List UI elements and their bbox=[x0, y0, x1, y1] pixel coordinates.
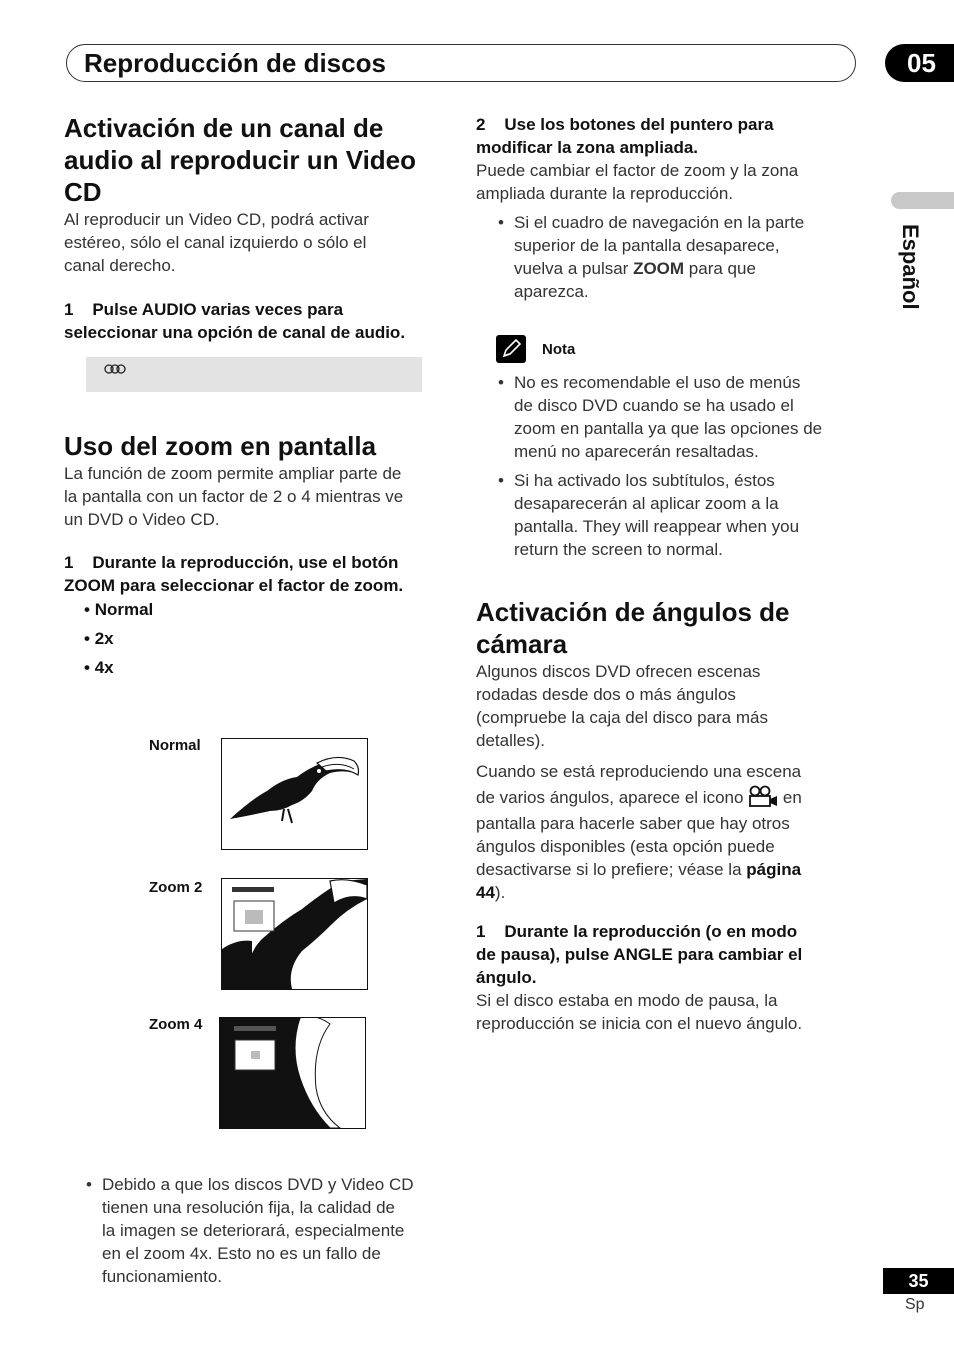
zoom-intro-line: un DVD o Video CD. bbox=[64, 510, 220, 529]
audio-channel-icon bbox=[104, 363, 126, 375]
step2-body-line: ampliada durante la reproducción. bbox=[476, 184, 734, 203]
note-bullet-item: • No es recomendable el uso de menús de disco DVD cuando se ha usado el zoom en pantalla ya que las opciones de menú no aparecerán resaltadas. bbox=[476, 371, 871, 463]
figure-label-normal: Normal bbox=[149, 737, 201, 754]
zoom-intro-line: la pantalla con un factor de 2 o 4 mientras ve bbox=[64, 487, 404, 506]
figure-normal bbox=[221, 738, 368, 850]
note-pencil-icon bbox=[496, 335, 526, 363]
section-audio-channel bbox=[64, 112, 444, 277]
zoom-note-bullet: • Debido a que los discos DVD y Video CD tienen una resolución fija, la calidad de la imagen se deteriorará, especialmente en el zoom 4x. Esto no es un fallo de funcionamiento. bbox=[64, 1173, 454, 1288]
angles-title-line: Activación de ángulos de bbox=[476, 597, 790, 627]
page-number: 35 bbox=[883, 1268, 954, 1294]
zoom-title: Uso del zoom en pantalla bbox=[64, 431, 377, 461]
step2-title-line: modificar la zona ampliada. bbox=[476, 138, 699, 157]
step2-bullet-item: • Si el cuadro de navegación en la parte superior de la pantalla desaparece, vuelva a pulsar ZOOM para que aparezca. bbox=[476, 211, 866, 303]
chapter-badge: 05 bbox=[885, 44, 954, 82]
section-title: Reproducción de discos bbox=[84, 48, 386, 78]
page-lang-code: Sp bbox=[905, 1296, 925, 1313]
zoom-intro-line: La función de zoom permite ampliar parte de bbox=[64, 464, 402, 483]
toucan-zoom2-illustration bbox=[222, 879, 367, 989]
angles-p2-line: desactivarse si lo prefiere; véase la página bbox=[476, 860, 802, 879]
figure-label-zoom2: Zoom 2 bbox=[149, 879, 203, 896]
angles-title-line: cámara bbox=[476, 629, 568, 659]
zoom-option: • 2x bbox=[84, 629, 114, 648]
note-label: Nota bbox=[542, 341, 576, 358]
zoom-option: • Normal bbox=[84, 600, 154, 619]
angles-p2-line: Cuando se está reproduciendo una escena bbox=[476, 762, 802, 781]
zoom-note bbox=[64, 1173, 454, 1288]
angles-step-line: de pausa), pulse ANGLE para cambiar el bbox=[476, 945, 803, 964]
zoom-options bbox=[84, 595, 284, 682]
zoom-step-line: 1 Durante la reproducción, use el botón bbox=[64, 553, 399, 572]
angles-step-line: 1 Durante la reproducción (o en modo bbox=[476, 922, 798, 941]
figure-label-zoom4: Zoom 4 bbox=[149, 1016, 203, 1033]
angles-step-1 bbox=[476, 920, 871, 1035]
section-zoom bbox=[64, 430, 454, 531]
language-tab bbox=[880, 224, 940, 334]
section-camera-angles bbox=[476, 596, 866, 752]
note-bullets bbox=[476, 371, 871, 561]
angles-p2-line: pantalla para hacerle saber que hay otros bbox=[476, 814, 790, 833]
angles-intro-line: detalles). bbox=[476, 731, 545, 750]
zoom-step-1 bbox=[64, 551, 454, 597]
angles-intro-line: Algunos discos DVD ofrecen escenas bbox=[476, 662, 761, 681]
angles-after-line: Si el disco estaba en modo de pausa, la bbox=[476, 991, 778, 1010]
audio-intro-line: estéreo, sólo el canal izquierdo o sólo el bbox=[64, 233, 367, 252]
note-header bbox=[496, 335, 576, 368]
angle-camera-icon bbox=[748, 785, 778, 807]
audio-title-line: CD bbox=[64, 177, 102, 207]
figure-zoom4 bbox=[219, 1017, 366, 1129]
audio-title-line: Activación de un canal de bbox=[64, 113, 384, 143]
figure-zoom2 bbox=[221, 878, 368, 990]
angles-paragraph bbox=[476, 760, 871, 904]
note-bullet-item: • Si ha activado los subtítulos, éstos desaparecerán al aplicar zoom a la pantalla. They will reappear when you return the screen to normal. bbox=[476, 469, 871, 561]
toucan-zoom4-illustration bbox=[220, 1018, 365, 1128]
audio-title-line: audio al reproducir un Video bbox=[64, 145, 417, 175]
language-label: Español bbox=[898, 224, 923, 310]
step2-bullet bbox=[476, 211, 866, 303]
angles-step-line: ángulo. bbox=[476, 968, 537, 987]
angles-intro-line: rodadas desde dos o más ángulos bbox=[476, 685, 736, 704]
side-tab-gray bbox=[891, 192, 954, 209]
audio-intro-line: Al reproducir un Video CD, podrá activar bbox=[64, 210, 369, 229]
audio-display-bar bbox=[86, 357, 422, 392]
angles-p2-line: de varios ángulos, aparece el icono en bbox=[476, 783, 871, 812]
step2-title-line: 2 Use los botones del puntero para bbox=[476, 115, 774, 134]
audio-step-line: 1 Pulse AUDIO varias veces para bbox=[64, 300, 344, 319]
page-link[interactable]: 44 bbox=[476, 883, 495, 902]
toucan-illustration bbox=[222, 739, 367, 849]
zoom-step-line: ZOOM para seleccionar el factor de zoom. bbox=[64, 576, 404, 595]
zoom-step-2 bbox=[476, 113, 866, 205]
angles-after-line: reproducción se inicia con el nuevo ángulo. bbox=[476, 1014, 803, 1033]
angles-p2-line: ángulos disponibles (esta opción puede bbox=[476, 837, 775, 856]
step2-body-line: Puede cambiar el factor de zoom y la zona bbox=[476, 161, 799, 180]
angles-intro-line: (compruebe la caja del disco para más bbox=[476, 708, 768, 727]
audio-step-1 bbox=[64, 298, 454, 344]
angles-p2-line[interactable]: 44). bbox=[476, 883, 506, 902]
zoom-option: • 4x bbox=[84, 658, 114, 677]
audio-intro-line: canal derecho. bbox=[64, 256, 176, 275]
audio-step-line: seleccionar una opción de canal de audio. bbox=[64, 323, 406, 342]
